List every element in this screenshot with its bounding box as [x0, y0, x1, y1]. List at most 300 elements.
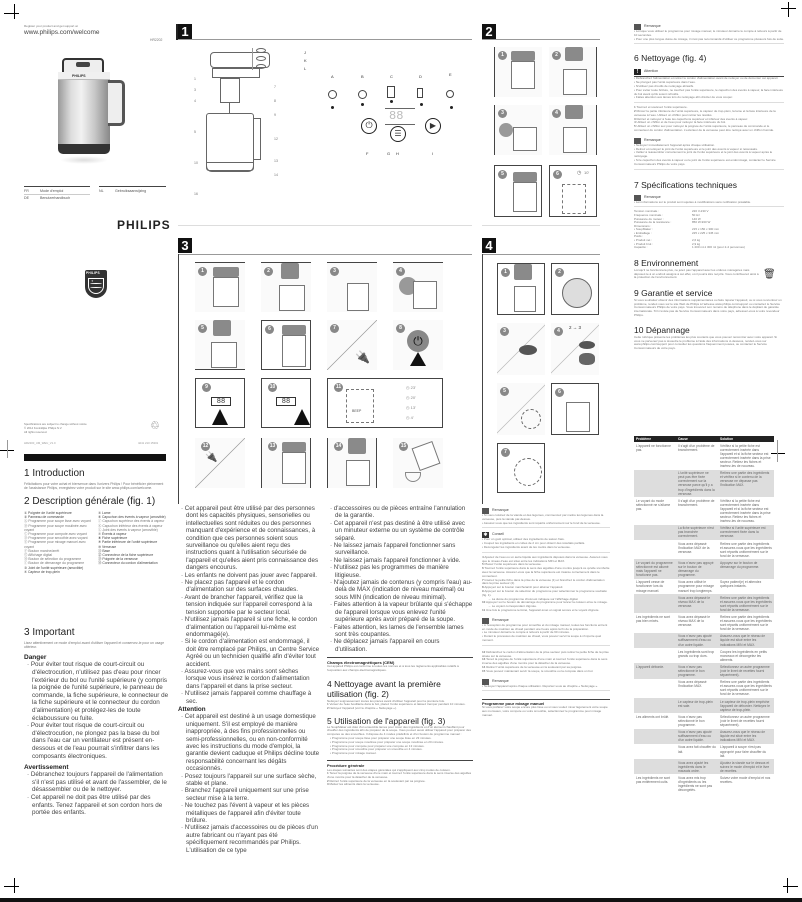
warning-text: Débranchez toujours l'appareil de l'alimentation s'il n'est pas utilisé et avant de l'assembler, de le désassembler ou de le nettoyer.: [30, 771, 167, 794]
table-row: [634, 540, 774, 559]
figure-4-steps: [497, 263, 601, 493]
safety-continued: [178, 505, 320, 854]
table-cell-p: Les aliments ont brûlé.: [636, 714, 670, 719]
step-panel: [261, 262, 311, 312]
safety-text: N'utilisez jamais l'appareil comme chauffage à sec.: [184, 690, 312, 705]
part-item: ⑨ Partie inférieure de l'unité supérieure: [98, 540, 158, 545]
table-row: [634, 442, 774, 470]
parts-list-left: [24, 511, 94, 574]
spec-value: 2,6 kg: [692, 238, 701, 243]
step-panel: [195, 320, 245, 370]
step-text: Retirez l'unité supérieure de la verseuse en la soulevant par sa poignée.: [329, 778, 426, 783]
callout-number: 10: [194, 161, 198, 165]
spec-key: Tension nominale :: [634, 209, 660, 214]
section-title: 1 Introduction: [24, 468, 85, 479]
troubleshooting-table: [634, 436, 774, 794]
language-tab-label: Français: [26, 463, 47, 469]
table-row: [634, 613, 774, 632]
safety-text: Branchez l'appareil uniquement sur une prise secteur mise à la terre.: [184, 787, 309, 802]
spec-key: Dimensions :: [634, 223, 652, 228]
shield-brand-text: PHILIPS: [86, 271, 100, 275]
step-text: Placez l'unité supérieure dans la verseuse.: [484, 562, 542, 567]
part-item: ① Poignée de l'unité supérieure: [24, 511, 72, 515]
part-item: ⑪ Base: [98, 548, 111, 553]
divider: [327, 657, 473, 658]
callouts-right: [274, 80, 278, 182]
crop-mark: [777, 440, 778, 462]
table-cell-p: L'appareil ne fonctionne pas.: [636, 443, 671, 452]
step-panel: [327, 378, 443, 428]
note-title: Remarque: [492, 678, 509, 683]
note-text: Si vous cuisinez de la viande et des légumes, commencez par mettre les légumes dans la verseuse, puis la viande par-dessus.: [482, 513, 604, 521]
step-num: 11: [482, 607, 486, 612]
table-cell-p: [634, 540, 676, 559]
note-text: Nettoyez immédiatement l'appareil après chaque utilisation.: [635, 142, 716, 147]
spec-value: 140 W: [692, 216, 701, 221]
table-row: [634, 759, 774, 774]
step-panel: [494, 105, 542, 155]
safety-text: Les enfants ne doivent pas jouer avec l'appareil.: [184, 571, 318, 579]
spec-row: [634, 246, 745, 250]
digital-display: 88: [276, 397, 296, 406]
manual-blend-icon: [446, 90, 454, 98]
part-item: Ⓚ Capuchon inférieur des évents à vapeur: [98, 523, 163, 528]
step-panel: [327, 262, 377, 312]
callout-number: 1: [194, 77, 196, 81]
legal-line: © 2014 Koninklijke Philips N.V.: [24, 425, 63, 430]
philips-shield-logo: [85, 270, 107, 298]
model-number: HR2202: [150, 38, 163, 42]
lang-code: DE: [24, 196, 29, 200]
table-cell-s: Suivez votre mode d'emploi et nos recettes.: [720, 775, 771, 785]
table-cell-p: [634, 470, 676, 498]
step-number: 4: [552, 109, 561, 118]
part-item: Ⓒ Programme pour compote avec voyant: [24, 532, 87, 537]
compote-icon: [387, 86, 395, 98]
table-cell-s: Assurez-vous que le niveau de liquide est situé entre les indications MIN et MAX.: [718, 729, 774, 744]
tip-box: ✱ Conseil • Pour un goût optimal, utilisez des ingrédients de saison frais. • Coupez les ingrédients en cubes de 2 cm pour obtenir des résultats parfaits. • Décongelez les ingrédients avant de les mettre dans la verseuse.: [482, 530, 610, 552]
step-text: Tournez l'unité supérieure dans le sens des aiguilles d'une montre jusqu'à ce qu'elle s'emboîte avec la verseuse. Assurez-vous que la fiche supérieure est insérée correctement dans le connecteur.: [482, 566, 610, 578]
step-text: Débranchez le cordon d'alimentation de la prise secteur puis retirez la petite fiche de la prise située sur la verseuse.: [482, 649, 609, 658]
step-num: 13: [482, 657, 486, 662]
table-cell-c: Le capteur de trop-plein est sale.: [676, 698, 718, 713]
note-text: Lorsque vous utilisez le programme pour mixage manuel, le minuteur démarre le compte à rebours à partir de 10 secondes.: [634, 29, 782, 37]
table-row: [634, 525, 774, 540]
step-number: 1: [501, 268, 510, 277]
section-title: 6 Nettoyage (fig. 4): [634, 53, 707, 64]
section-text: Cette rubrique présente les problèmes les plus courants que vous pouvez rencontrer avec votre appareil. Si vous ne parvenez pas à résoudre le problème à l'aide des informations ci-dessous, rendez-vous sur www.philips.com/support pour consulter les questions fréquemment posées, ou contactez le Service Consommateurs de votre pays.: [634, 334, 777, 351]
attention-text: N'utilisez pas d'outils de nettoyage abrasifs.: [635, 83, 694, 88]
danger-item: · Pour éviter tout risque de court-circuit ou d'électrocution, n'utilisez pas d'eau pour rincer l'extérieur du bol ou l'unité supérieure (y compris la poignée de l'unité supérieure, le panneau de commande, la fiche supérieure, le connecteur de la fiche supérieure et le connecteur du cordon d'alimentation) et protégez-les de toute éclaboussure ou fuite.: [27, 661, 169, 722]
manual-text: Si vous préférez votre soupe encore plus lisse ou si vous voulez mixer légèrement votre soupe aux morceaux, votre compote ou votre smoothie, sélectionnez le programme pour mixage manuel.: [482, 705, 608, 717]
step-panel: [195, 262, 245, 312]
callout-number: 8: [274, 99, 276, 103]
danger-text: Pour éviter tout risque de court-circuit ou d'électrocution, n'utilisez pas d'eau pour rincer l'extérieur du bol ou l'unité supérieure (y compris la poignée de l'unité supérieure, le panneau de commande, la fiche supérieure, le connecteur de la fiche supérieure et le connecteur du cordon d'alimentation) et protégez-les de toute éclaboussure ou fuite.: [30, 661, 169, 722]
section-text: Si vous souhaitez obtenir des informations supplémentaires ou faire réparer l'appareil, ou si vous rencontrez un problème, rendez-vous sur le site Web de Philips à l'adresse www.philips.com/support ou contactez le Service Consommateurs Philips de votre pays. Vous trouverez son numéro de téléphone dans le dépliant de garantie internationale. S'il n'existe pas de Service Consommateurs dans votre pays, adressez-vous à votre revendeur Philips.: [634, 297, 782, 318]
step-num: 6: [482, 566, 484, 571]
part-item: ④ Capteur de trop-plein: [24, 569, 60, 574]
step-num: 10: [482, 600, 486, 605]
callouts-left: [194, 74, 198, 200]
part-item: ⑧ Fiche supérieure: [98, 536, 128, 541]
step-number: 2: [552, 51, 561, 60]
table-cell-p: L'appareil déborde.: [634, 663, 676, 678]
parts-list-right: [98, 511, 170, 574]
step-num: 5: [634, 124, 636, 129]
part-item: ⑭ Connecteur du cordon d'alimentation: [98, 561, 158, 566]
safety-item: · Posez toujours l'appareil sur une surface sèche, stable et plane.: [181, 772, 317, 788]
callout-label: K: [304, 58, 307, 63]
crop-mark: [771, 453, 785, 454]
table-cell-p: [634, 594, 676, 613]
unplug-icon: 🔌: [205, 452, 218, 463]
note-box: Remarque • Les informations sur le produit sont sujettes à modifications sans notification préalable.: [634, 193, 784, 208]
spec-key: • SoupMaker :: [634, 227, 653, 232]
step-panel: [551, 263, 599, 315]
attention-heading: Attention: [178, 705, 206, 713]
part-item: ⑫ Connecteur de la fiche supérieure: [98, 553, 154, 558]
table-row: [634, 497, 774, 525]
step-panel: [327, 320, 377, 370]
digital-display: 88: [211, 397, 231, 406]
column-header: Solution: [718, 436, 774, 442]
table-cell-s: Retirez une partie des ingrédients et assurez-vous que les ingrédients sont répartis uniformément sur le fond de la verseuse.: [720, 680, 772, 697]
safety-item: · Cet appareil peut être utilisé par des personnes dont les capacités physiques, sensorielles ou intellectuelles sont réduites ou des personnes manquant d'expérience et de connaissances, à condition que ces personnes soient sous surveillance ou qu'elles aient reçu des instructions quant à l'utilisation sécurisée de l'appareil et qu'elles aient pris connaissance des dangers encourus.: [181, 505, 319, 572]
step-panel: [497, 263, 545, 315]
figure-border: [482, 254, 483, 504]
step-num: 8: [482, 585, 484, 590]
table-cell-s: Vérifiez si la petite fiche est correctement insérée dans l'appareil et si la fiche secteur est correctement insérée dans la prise secteur. Retirez les fiches et insérez-les de nouveau.: [720, 498, 771, 524]
crop-mark: [787, 878, 788, 893]
figure-rule: [178, 39, 472, 40]
part-item: Ⓑ Programme pour soupe moulinée avec voyant: [24, 523, 87, 532]
divider: [24, 186, 90, 187]
crop-mark: [4, 13, 19, 14]
table-cell-s: Retirez une partie des ingrédients et assurez-vous que les ingrédients sont répartis uniformément sur le fond de la verseuse.: [720, 614, 772, 632]
step-panel: [497, 383, 545, 435]
figure-rule: [178, 254, 472, 255]
step-panel: [494, 165, 542, 217]
table-cell-s: Ajoutez la viande sur le dessus et suivez le mode d'emploi et le livre de recettes.: [718, 759, 774, 774]
lang-code: NL: [99, 189, 104, 193]
step-panel: [549, 47, 597, 97]
note-text: Veillez à réassembler correctement le joint de l'unité supérieure et le joint des évents à vapeur après le nettoyage.: [634, 150, 773, 159]
lang-label: Mode d'emploi: [40, 189, 64, 193]
indicator-light: [390, 100, 393, 103]
safety-item: · Ne touchez pas l'évent à vapeur et les pièces métalliques de l'appareil afin d'éviter toute brûlure.: [181, 802, 310, 825]
safety-text: Faites attention, les lames de l'ensemble lames sont très coupantes.: [333, 623, 464, 638]
table-cell-p: [634, 729, 676, 744]
weee-bin-icon: 🗑: [763, 268, 776, 280]
step-panel: [549, 165, 597, 217]
section-title: 10 Dépannage: [634, 324, 690, 335]
program-text: Programme pour compote pour préparer une compote en 13 minutes.: [331, 743, 425, 748]
danger-text: Pour éviter tout risque de court-circuit ou d'électrocution, ne plongez pas la base du bol dans l'eau car un ventilateur est présent en-dessous et de l'eau pourrait s'infiltrer dans les composants électroniques.: [30, 722, 160, 760]
spec-value: 2,9 kg: [692, 241, 701, 246]
figure-number: 4: [482, 238, 496, 253]
table-cell-c: Vous n'avez pas ajouté suffisamment d'eau ou d'un autre liquide.: [676, 633, 718, 648]
program-times: ◷ 23' ◷ 20' ◷ 13' ◷ 4': [406, 385, 416, 420]
step-panel: [549, 105, 597, 155]
tip-text: Pour un goût optimal, utilisez des ingrédients de saison frais.: [483, 537, 565, 542]
step-panel: [195, 438, 245, 488]
figure-number: 1: [178, 24, 192, 39]
table-row: [634, 744, 774, 759]
figure-number: 3: [178, 238, 192, 253]
note-title: Remarque: [492, 617, 509, 622]
table-cell-c: Vous avez dépassé le niveau MAX de la verseuse.: [676, 594, 718, 613]
step-text: Nettoyez l'appareil (voir le chapitre « Nettoyage »).: [329, 705, 397, 710]
tip-icon: ✱: [483, 532, 488, 539]
step-number: 8: [396, 324, 405, 333]
lang-label: Benutzerhandbuch: [40, 196, 71, 200]
part-item: Ⓙ Capuchon supérieur des évents à vapeur: [98, 519, 165, 524]
callout-label: J: [304, 50, 306, 55]
table-cell-c: Il s'agit d'un problème de branchement.: [678, 443, 715, 452]
step-number: 3: [500, 327, 509, 336]
step-number: 10: [269, 384, 276, 390]
part-item: Ⓖ Affichage digital: [24, 553, 53, 558]
table-cell-c: Vous avez dépassé l'indication MAX.: [678, 680, 707, 689]
step-number: 5: [198, 324, 207, 333]
safety-item: · Si le cordon d'alimentation est endommagé, il doit être remplacé par Philips, un Centre Service Agréé ou un technicien qualifié afin d'éviter tout accident.: [181, 638, 320, 668]
step-number: 2: [264, 267, 273, 276]
part-item: ⑥ Capuchon des évents à vapeur (amovible): [98, 515, 166, 520]
figure-rule: [482, 39, 600, 40]
note-text: Retirez et nettoyez le joint de l'unité supérieure et le joint des évents à vapeur si nécessaire.: [635, 146, 759, 151]
panel-letter: D: [419, 74, 422, 79]
spec-key: • Emballage :: [634, 230, 652, 235]
step-number: 4: [396, 267, 405, 276]
crop-mark: [788, 2, 789, 17]
divider: [99, 186, 166, 187]
table-cell-c: L'unité supérieure ne peut pas être fixée correctement sur la verseuse parce qu'il y a trop d'ingrédients dans la verseuse.: [676, 470, 718, 498]
spec-key: Puissance du moteur :: [634, 216, 664, 221]
step-num: 4: [482, 554, 484, 559]
crop-mark: [7, 440, 8, 458]
divider: [482, 699, 610, 700]
step-text: Ajoutez de l'eau ou un autre liquide aux ingrédients déposés dans la verseuse. Assurez-vous que le niveau d'eau est situé entre les indications MIN et MAX.: [482, 554, 608, 563]
table-row: [634, 559, 774, 578]
table-cell-c: Vous avez fait chauffer du lait.: [678, 745, 716, 754]
step-number: 13: [269, 443, 276, 449]
exploded-view-diagram: [190, 48, 300, 218]
callout-number: 12: [274, 137, 278, 141]
spec-value: 850 W-930 W: [692, 220, 711, 225]
program-list: [327, 737, 473, 756]
beep-label: BEEP: [352, 409, 362, 413]
safety-item: · Ne déplacez jamais l'appareil en cours d'utilisation.: [330, 638, 440, 653]
spec-value: 220 V-230 V: [692, 209, 709, 214]
section-title: 2 Description générale (fig. 1): [24, 496, 156, 507]
step-panel: [261, 378, 311, 428]
step-text: Tenez la poignée de l'unité supérieure d'une main et tournez l'unité supérieure dans le sens inverse des aiguilles d'une montre pour la détacher de la verseuse.: [482, 657, 608, 666]
note-box: Remarque • Si vous cuisinez de la viande et des légumes, commencez par mettre les légumes dans la verseuse, puis la viande par-dessus. • Assurez-vous que les ingrédients sont répartis uniformément sur le fond de la verseuse.: [482, 508, 610, 528]
callout-number: 3: [194, 88, 196, 92]
step-text: Appuyez sur le bouton de démarrage du programme pour lancer la cuisson et/ou le mixage.: [486, 600, 608, 605]
usage-column: [482, 508, 610, 717]
table-cell-p: [634, 759, 676, 774]
safety-text: Faites attention à la vapeur brûlante qui s'échappe de l'appareil lorsque vous enlevez l'unité supérieure après avoir préparé de la soupe.: [333, 601, 473, 624]
mid-column-2: [327, 505, 473, 787]
divider: [327, 760, 473, 761]
program-item: • Programme pour smoothie pour préparer un smoothie en 4 minutes.: [330, 747, 423, 752]
step-num: 3: [634, 116, 636, 121]
step-number: 11: [335, 384, 342, 390]
section-text: Le SoupMaker est doté d'un ensemble lames pour mixer des ingrédients et d'un élément chauffant pour chauffer des ingrédients afin de préparer de la soupe. Vous pouvez aussi utiliser l'appareil pour préparer des compotes ou des smoothies. Il dispose de 4 modes prédéfinis et d'un bouton de programme manuel :: [327, 724, 471, 737]
table-cell-c: Vous n'avez pas ajouté suffisamment d'eau ou d'un autre liquide.: [676, 729, 718, 744]
chunky-soup-icon: [358, 90, 367, 99]
step-panel: [497, 443, 545, 493]
warning-icon: !: [634, 69, 641, 75]
press-arrow-icon: [212, 409, 228, 425]
spec-key: Puissance de la résistance :: [634, 220, 672, 225]
step-num: 4: [634, 120, 636, 125]
table-cell-c: Vous n'avez pas sélectionné le bon programme.: [676, 663, 718, 678]
safety-text: Si le cordon d'alimentation est endommagé, il doit être remplacé par Philips, un Centre Service Agréé ou un technicien qualifié afin d'éviter tout accident.: [184, 638, 320, 668]
safety-item: · Ne laissez jamais l'appareil fonctionner à vide.: [330, 556, 461, 564]
program-text: Programme pour soupe lisse pour préparer une soupe lisse en 23 minutes.: [331, 735, 432, 740]
callout-label: L: [304, 66, 307, 71]
table-cell-s: Sélectionnez un autre programme (voir le livret de recettes fourni séparément).: [718, 663, 774, 678]
spec-value: 215 x 150 x 300 mm: [692, 227, 720, 232]
table-cell-c: Vous avez dépassé l'indication MAX de la verseuse.: [678, 541, 710, 554]
step-text: Utilisez un chiffon et de l'eau pour nettoyer la face intérieure du bol.: [636, 120, 726, 125]
step-num: 2: [634, 108, 636, 113]
right-column: [634, 24, 784, 351]
attention-box: ! Attention • Débranchez l'alimentation et retirez le cordon d'alimentation avant de nettoyer ou de démonter cet appareil. • Ne plongez pas l'unité supérieure dans l'eau. • N'utilisez pas d'outils de nettoyage abrasifs. • Pour éviter toute brûlure, ne touchez pas l'unité supérieure, le capuchon des évents à vapeur, la face intérieure du bol avant qu'ils soient refroidis. • Faites attention aux lames lors du nettoyage afin d'éviter de vous couper.: [634, 67, 784, 103]
step-text: Retirez l'unité supérieure de la verseuse en la soulevant par sa poignée.: [486, 664, 583, 669]
step-num: 14: [482, 664, 486, 669]
step-panel: [327, 438, 377, 488]
callout-number: 5: [194, 130, 196, 134]
table-row: [634, 470, 774, 498]
safety-text: N'utilisez pas les programmes de manière litigieuse.: [333, 564, 449, 579]
smooth-soup-icon: [328, 90, 337, 99]
step-text: Utilisez un chiffon sec pour nettoyer la poignée de l'unité supérieure, le panneau de commande et le connecteur du cordon d'alimentation. L'extérieur de la verseuse peut être nettoyé avec un chiffon humide.: [634, 124, 775, 132]
crop-mark: [4, 886, 19, 887]
part-item: Ⓐ Programme pour soupe lisse avec voyant: [24, 519, 91, 524]
step-number: 5: [498, 170, 507, 179]
step-number: 3: [330, 267, 339, 276]
attention-text: Débranchez l'alimentation et retirez le cordon d'alimentation avant de nettoyer ou de démonter cet appareil.: [635, 76, 779, 81]
safety-text: Avant de brancher l'appareil, vérifiez que la tension indiquée sur l'appareil correspond à la tension supportée par le secteur local.: [184, 593, 313, 616]
press-arrow-icon: [410, 352, 426, 366]
spec-value: 225 x 225 x 345 mm: [692, 230, 720, 235]
program-menu-button-icon: ☰: [390, 126, 406, 142]
step-text: Retirez et nettoyez à l'eau les capuchons supérieur et inférieur des évents à vapeur.: [636, 116, 748, 121]
table-cell-p: [634, 633, 676, 648]
time-label: 20': [410, 395, 416, 400]
register-text: Register your product and get support at: [24, 24, 78, 28]
note-title: Remarque: [644, 137, 661, 142]
callout-number: 4: [194, 99, 196, 103]
callout-number: 13: [274, 159, 278, 163]
safety-item: · N'utilisez jamais d'accessoires ou de pièces d'un autre fabricant ou n'ayant pas été spécifiquement recommandés par Philips. L'utilisation de ce type: [181, 824, 318, 854]
step-number: 15: [400, 443, 407, 449]
safety-item: · Assurez-vous que vos mains sont sèches lorsque vous insérez le cordon d'alimentation dans l'appareil et dans la prise secteur.: [181, 667, 310, 690]
step-number: 9: [202, 383, 211, 392]
step-number: 6: [265, 325, 274, 334]
table-cell-p: [634, 698, 676, 713]
danger-list: [24, 661, 170, 760]
table-row: [634, 774, 774, 793]
table-cell-c: Il s'agit d'un problème de branchement.: [678, 498, 715, 507]
safety-item: · Faites attention, les lames de l'ensemble lames sont très coupantes.: [330, 623, 464, 638]
plug-icon: 🔌: [355, 350, 370, 364]
program-item: • Programme pour compote pour préparer une compote en 13 minutes.: [330, 743, 425, 748]
note-text: Les informations sur le produit sont sujettes à modifications sans notification préalable.: [635, 199, 751, 204]
figure-rule: [482, 225, 600, 226]
step-text: Versez de l'eau bouillante dans le bol, placez l'unité supérieure et laissez tremper pendant 10 minutes.: [329, 701, 466, 706]
panel-letter: E: [449, 72, 452, 77]
manual-heading: Programme pour mixage manuel: [482, 701, 545, 707]
tip-title: Conseil: [492, 532, 504, 537]
indicator-light: [450, 106, 453, 109]
indicator-light: [331, 106, 334, 109]
cleaning-steps: [634, 106, 784, 133]
program-item: • Programme pour mixage manuel.: [330, 751, 377, 756]
step-number: 6: [553, 170, 562, 179]
figure-rule: [482, 254, 600, 255]
table-cell-s: Vérifiez si la petite fiche est correctement insérée dans l'appareil et si la fiche secteur est correctement insérée dans la prise secteur. Retirez les fiches et insérez-les de nouveau.: [720, 443, 771, 469]
note-text: Assurez-vous que les ingrédients sont répartis uniformément sur le fond de la verseuse.: [483, 520, 601, 525]
safety-text: Ne laissez jamais l'appareil fonctionner sans surveillance.: [333, 542, 456, 557]
welcome-url[interactable]: www.philips.com/welcome: [24, 29, 100, 36]
tip-text: Coupez les ingrédients en cubes de 2 cm pour obtenir des résultats parfaits.: [483, 541, 586, 546]
table-row: [634, 633, 774, 648]
step-panel: [393, 262, 443, 312]
step-text: Tenez la poignée de la verseuse d'une main et tournez l'unité supérieure dans le sens inverse des aiguilles d'une montre pour la détacher de la verseuse.: [327, 771, 472, 779]
table-row: [634, 663, 774, 678]
note-box: Remarque • Lorsque vous utilisez le programme pour mixage manuel, le minuteur démarre le compte à rebours à partir de 10 secondes. • Pour une plus longue durée de mixage, il n'est pas recommandé d'utiliser ce programme plusieurs fois de suite.: [634, 24, 784, 44]
step-panel: [497, 323, 545, 375]
step-text: Une fois le programme terminé, l'appareil émet un signal sonore et le voyant clignote.: [486, 607, 600, 612]
section-title: 5 Utilisation de l'appareil (fig. 3): [327, 715, 446, 726]
indicator-light: [420, 103, 423, 106]
safety-item: · d'accessoires ou de pièces entraîne l'annulation de la garantie.: [330, 505, 466, 520]
control-panel-diagram: [325, 72, 470, 182]
crop-mark: [783, 886, 798, 887]
section-text: Lorsqu'il ne fonctionnera plus, ne jetez pas l'appareil avec les ordures ménagères mais déposez-le à un endroit assigné à cet effet, où il pourra être recyclé. Vous contribuerez ainsi à la protection de l'environnement.: [634, 267, 759, 280]
step-panel: [551, 323, 599, 375]
step-number: 6: [555, 388, 564, 397]
spec-value: 50 Hz: [692, 212, 700, 217]
steam-cap-labels: [304, 49, 307, 73]
lang-code: FR: [24, 189, 29, 193]
table-cell-s: Coupez les ingrédients en petits morceaux et décongelez les aliments.: [720, 649, 767, 662]
usage-steps: [482, 556, 610, 613]
column-header: Problème: [634, 436, 676, 442]
part-item: ② Panneau de commande: [24, 515, 64, 520]
step-number: 1: [498, 51, 507, 60]
safety-text: N'ajoutez jamais de contenus (y compris l'eau) au-delà de MAX (indication de niveau maximal) ou sous MIN (indication de niveau minimal).: [333, 579, 472, 601]
program-text: Programme pour soupe moulinée pour préparer une soupe moulinée en 20 minutes.: [331, 739, 444, 744]
spec-value: 1 200 ml-1 300 ml (pour 2-4 personnes): [692, 245, 745, 250]
procedure-intro: Les étapes suivantes sont des étapes générales qui s'appliquent aux cinq modes de cuisson.: [327, 767, 451, 772]
procedure-steps: 1 Tenez la poignée de la verseuse d'une main et tournez l'unité supérieure dans le sens inverse des aiguilles d'une montre pour la détacher de la verseuse. 2 Retirez l'unité supérieure de la verseuse en la soulevant par sa poignée. 3 Mettez les aliments dans la verseuse.: [327, 771, 472, 787]
step-panel: [551, 383, 599, 435]
step-number: 7: [330, 324, 339, 333]
time-label: 23': [410, 385, 416, 390]
step-panel: [494, 47, 542, 97]
cleaning-steps: 1 Versez de l'eau bouillante dans le bol, placez l'unité supérieure et laissez tremper pendant 10 minutes. 2 Nettoyez l'appareil (voir le chapitre « Nettoyage »).: [327, 701, 466, 710]
step-number: 2: [555, 268, 564, 277]
part-item: Ⓕ Bouton marche/arrêt: [24, 548, 60, 553]
table-cell-s: Retirez une partie des ingrédients et assurez-vous que les ingrédients sont répartis uniformément sur le fond de la verseuse.: [718, 594, 774, 613]
table-row: [634, 679, 774, 698]
program-item: • Programme pour soupe lisse pour préparer une soupe lisse en 23 minutes.: [330, 735, 432, 740]
